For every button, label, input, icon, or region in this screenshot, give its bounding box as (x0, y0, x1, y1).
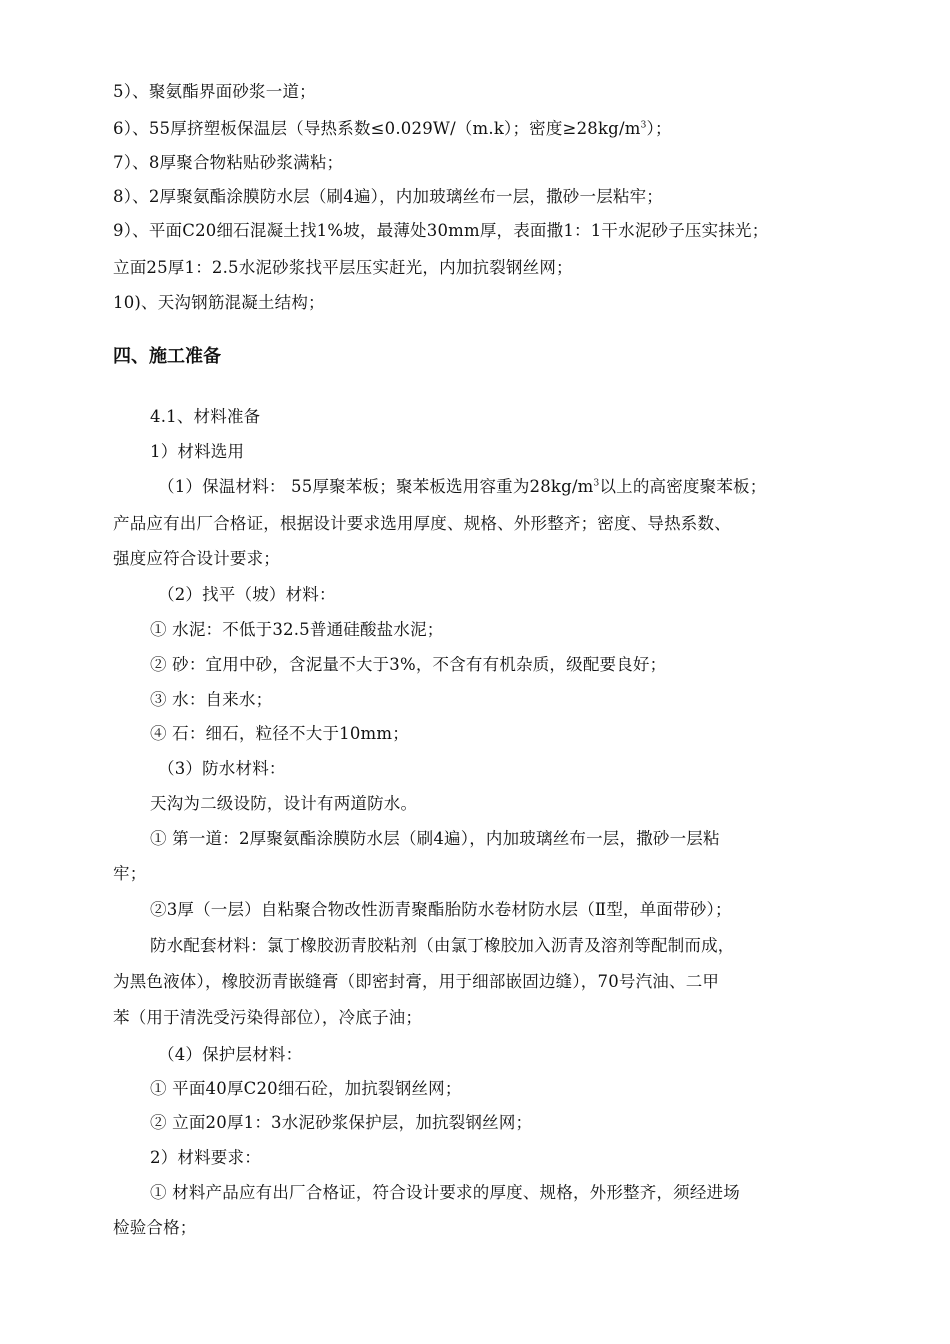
leveling-item-cement: ① 水泥：不低于32.5普通硅酸盐水泥； (150, 620, 444, 639)
requirement-item-1: ① 材料产品应有出厂合格证，符合设计要求的厚度、规格，外形整齐，须经进场 (150, 1183, 740, 1202)
layer-item-6 (113, 117, 853, 141)
layer-item-9-continued: 立面25厚1：2.5水泥砂浆找平层压实赶光，内加抗裂钢丝网； (113, 258, 573, 277)
section-heading: 四、施工准备 (113, 346, 221, 367)
waterproof-item-1: ① 第一道：2厚聚氨酯涂膜防水层（刷4遍），内加玻璃丝布一层，撒砂一层粘 (150, 829, 720, 848)
waterproof-item-2: ②3厚（一层）自粘聚合物改性沥青聚酯胎防水卷材防水层（Ⅱ型，单面带砂）； (150, 900, 732, 919)
layer-6-text: 6）、55厚挤塑板保温层（导热系数≤0.029W/（m.k）；密度≥28kg/m (113, 119, 641, 138)
insulation-text: （1）保温材料： 55厚聚苯板；聚苯板选用容重为28kg/m (158, 477, 594, 496)
leveling-item-water: ③ 水：自来水； (150, 690, 273, 709)
insulation-paragraph-line-3: 强度应符合设计要求； (113, 549, 280, 568)
layer-item-9: 9）、平面C20细石混凝土找1%坡，最薄处30mm厚，表面撒1：1干水泥砂子压实抹光； (113, 221, 769, 240)
layer-item-8: 8）、2厚聚氨酯涂膜防水层（刷4遍），内加玻璃丝布一层，撒砂一层粘牢； (113, 187, 663, 206)
waterproof-item-1-continued: 牢； (113, 864, 147, 883)
protection-item-2: ② 立面20厚1：3水泥砂浆保护层，加抗裂钢丝网； (150, 1113, 533, 1132)
waterproof-accessories-line-1: 防水配套材料：氯丁橡胶沥青胶粘剂（由氯丁橡胶加入沥青及溶剂等配制而成， (150, 936, 735, 955)
subsection-title-4-1: 4.1、材料准备 (150, 407, 261, 426)
leveling-item-sand: ② 砂：宜用中砂，含泥量不大于3%，不含有有机杂质，级配要良好； (150, 655, 667, 674)
material-requirements-title: 2）材料要求： (150, 1148, 261, 1167)
insulation-superscript: 3 (593, 478, 600, 489)
requirement-item-1-continued: 检验合格； (113, 1218, 197, 1237)
layer-item-10: 10)、天沟钢筋混凝土结构； (113, 293, 325, 312)
insulation-paragraph-line-2: 产品应有出厂合格证，根据设计要求选用厚度、规格、外形整齐；密度、导热系数、 (113, 514, 731, 533)
protection-material-title: （4）保护层材料： (158, 1045, 303, 1064)
leveling-item-stone: ④ 石：细石，粒径不大于10mm； (150, 724, 409, 743)
waterproof-accessories-line-2: 为黑色液体），橡胶沥青嵌缝膏（即密封膏，用于细部嵌固边缝），70号汽油、二甲 (113, 972, 720, 991)
insulation-material-line (158, 475, 898, 499)
subsection-title-material-selection: 1）材料选用 (150, 442, 245, 461)
insulation-text-end: 以上的高密度聚苯板； (599, 477, 767, 496)
layer-item-5: 5）、聚氨酯界面砂浆一道； (113, 82, 316, 101)
layer-6-text-end: ）； (646, 119, 672, 138)
layer-6-superscript: 3 (640, 120, 647, 131)
waterproof-accessories-line-3: 苯（用于清洗受污染得部位），冷底子油； (113, 1008, 423, 1027)
layer-item-7: 7）、8厚聚合物粘贴砂浆满粘； (113, 153, 344, 172)
waterproof-material-title: （3）防水材料： (158, 759, 286, 778)
protection-item-1: ① 平面40厚C20细石砼，加抗裂钢丝网； (150, 1079, 462, 1098)
waterproof-intro: 天沟为二级设防，设计有两道防水。 (150, 794, 418, 813)
leveling-material-title: （2）找平（坡）材料： (158, 585, 336, 604)
